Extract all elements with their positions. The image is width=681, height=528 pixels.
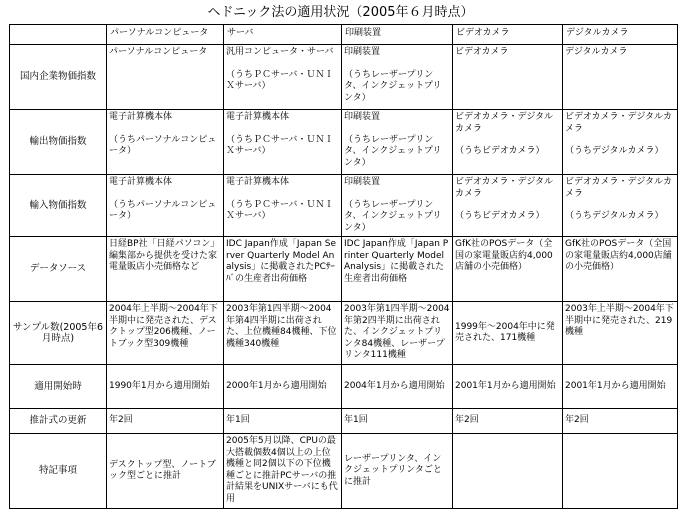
- table-cell: 年1回: [224, 409, 342, 434]
- table-cell: [453, 175, 563, 237]
- table-cell: 1990年1月から適用開始: [107, 365, 224, 409]
- table-cell: 2003年第1四半期～2004年第4四半期に出荷された、上位機種84機種、下位機種340機種: [224, 302, 342, 365]
- row-header: 適用開始時: [10, 365, 107, 409]
- cell-text: ビデオカメラ・デジタルカメラ: [455, 177, 554, 199]
- column-header-digital-camera: デジタルカメラ: [563, 25, 678, 45]
- table-cell: 2004年1月から適用開始: [342, 365, 453, 409]
- table-cell: 年2回: [453, 409, 563, 434]
- table-cell: [224, 175, 342, 237]
- row-header: サンプル数(2005年6月時点): [10, 302, 107, 365]
- table-cell: [563, 110, 678, 175]
- cell-text: ビデオカメラ・デジタルカメラ: [565, 177, 673, 199]
- table-cell: デスクトップ型、ノートブック型ごとに推計: [107, 434, 224, 509]
- cell-subtext: （うちレーザープリンタ、インクジェットプリンタ）: [344, 69, 442, 103]
- cell-subtext: （うちビデオカメラ）: [455, 146, 545, 156]
- row-header: 特記事項: [10, 434, 107, 509]
- table-cell: 2001年1月から適用開始: [453, 365, 563, 409]
- table-cell: [453, 45, 563, 110]
- cell-text: 印刷装置: [344, 112, 381, 122]
- cell-subtext: （うちＰＣサーバ・ＵＮＩＸサーバ）: [226, 134, 334, 156]
- table-row: [10, 434, 678, 509]
- cell-subtext: （うちＰＣサーバ・ＵＮＩＸサーバ）: [226, 69, 334, 91]
- table-cell: [453, 434, 563, 509]
- row-header: 推計式の更新: [10, 409, 107, 434]
- table-row: [10, 365, 678, 409]
- cell-text: 電子計算機本体: [109, 112, 173, 122]
- cell-text: 印刷装置: [344, 47, 381, 57]
- document-title: ヘドニック法の適用状況（2005年６月時点）: [207, 5, 474, 20]
- table-cell: 2001年1月から適用開始: [563, 365, 678, 409]
- table-row: [10, 302, 678, 365]
- table-cell: [342, 110, 453, 175]
- table-cell: 年2回: [107, 409, 224, 434]
- table-cell: [563, 45, 678, 110]
- table-cell: [224, 110, 342, 175]
- table-cell: [107, 45, 224, 110]
- table-cell: 日経BP社「日経パソコン」編集部から提供を受けた家電量販店小売価格など: [107, 237, 224, 302]
- table-cell: レーザープリンタ、インクジェットプリンタごとに推計: [342, 434, 453, 509]
- column-header-server: サーバ: [224, 25, 342, 45]
- cell-text: ビデオカメラ: [455, 47, 509, 57]
- table-cell: 年2回: [563, 409, 678, 434]
- cell-text: 電子計算機本体: [226, 177, 290, 187]
- table-cell: [224, 45, 342, 110]
- table-cell: 年1回: [342, 409, 453, 434]
- corner-cell: [10, 25, 107, 45]
- row-header: 輸入物価指数: [10, 175, 107, 237]
- cell-text: 電子計算機本体: [226, 112, 290, 122]
- cell-text: ビデオカメラ・デジタルカメラ: [455, 112, 554, 134]
- table-cell: 2003年第1四半期～2004年第2四半期に出荷された、インクジェットプリンタ84機種、レーザープリンタ111機種: [342, 302, 453, 365]
- table-row: [10, 45, 678, 110]
- table-cell: [107, 110, 224, 175]
- table-cell: 1999年～2004年中に発売された、171機種: [453, 302, 563, 365]
- cell-subtext: （うちビデオカメラ）: [455, 211, 545, 221]
- cell-subtext: （うちレーザープリンタ、インクジェットプリンタ）: [344, 199, 442, 233]
- cell-subtext: （うちデジタルカメラ）: [565, 211, 664, 221]
- cell-text: 印刷装置: [344, 177, 381, 187]
- cell-subtext: （うちパーソナルコンピュータ）: [109, 134, 217, 156]
- table-cell: IDC Japan作成「Japan Printer Quarterly Model Analysis」に掲載された生産者出荷価格: [342, 237, 453, 302]
- column-header-pc: パーソナルコンピュータ: [107, 25, 224, 45]
- cell-text: ビデオカメラ・デジタルカメラ: [565, 112, 673, 134]
- table-cell: [563, 434, 678, 509]
- column-header-video-camera: ビデオカメラ: [453, 25, 563, 45]
- table-cell: [107, 175, 224, 237]
- table-row: [10, 110, 678, 175]
- table-cell: [342, 45, 453, 110]
- cell-subtext: （うちレーザープリンタ、インクジェットプリンタ）: [344, 134, 442, 168]
- cell-subtext: （うちパーソナルコンピュータ）: [109, 199, 217, 221]
- table-cell: GfK社のPOSデータ（全国の家電量販店約4,000店舗の小売価格）: [453, 237, 563, 302]
- table-cell: [453, 110, 563, 175]
- column-header-printer: 印刷装置: [342, 25, 453, 45]
- table-cell: [563, 175, 678, 237]
- row-header: 輸出物価指数: [10, 110, 107, 175]
- hedonic-application-table: [9, 24, 678, 509]
- table-row: [10, 175, 678, 237]
- table-cell: [342, 175, 453, 237]
- cell-text: デジタルカメラ: [565, 47, 628, 57]
- table-row: [10, 237, 678, 302]
- row-header: 国内企業物価指数: [10, 45, 107, 110]
- cell-text: 電子計算機本体: [109, 177, 173, 187]
- table-cell: GfK社のPOSデータ（全国の家電量販店約4,000店舗の小売価格）: [563, 237, 678, 302]
- cell-subtext: （うちＰＣサーバ・ＵＮＩＸサーバ）: [226, 199, 334, 221]
- cell-subtext: （うちデジタルカメラ）: [565, 146, 664, 156]
- header-row: [10, 25, 678, 45]
- table-cell: 2005年5月以降、CPUの最大搭載個数4個以上の上位機種と同2個以下の下位機種ごとに推計PCサーバの推計結果をUNIXサーバにも代用: [224, 434, 342, 509]
- cell-text: パーソナルコンピュータ: [109, 47, 208, 57]
- table-cell: IDC Japan作成「Japan Server Quarterly Model Analysis」に掲載されたPCｻｰﾊﾞの生産者出荷価格: [224, 237, 342, 302]
- table-cell: 2000年1月から適用開始: [224, 365, 342, 409]
- table-row: [10, 409, 678, 434]
- table-cell: 2004年上半期～2004年下半期中に発売された、デスクトップ型206機種、ノートブック型309機種: [107, 302, 224, 365]
- table-cell: 2003年上半期～2004年下半期中に発売された、219機種: [563, 302, 678, 365]
- cell-text: 汎用コンピュータ・サーバ: [226, 47, 334, 57]
- row-header: データソース: [10, 237, 107, 302]
